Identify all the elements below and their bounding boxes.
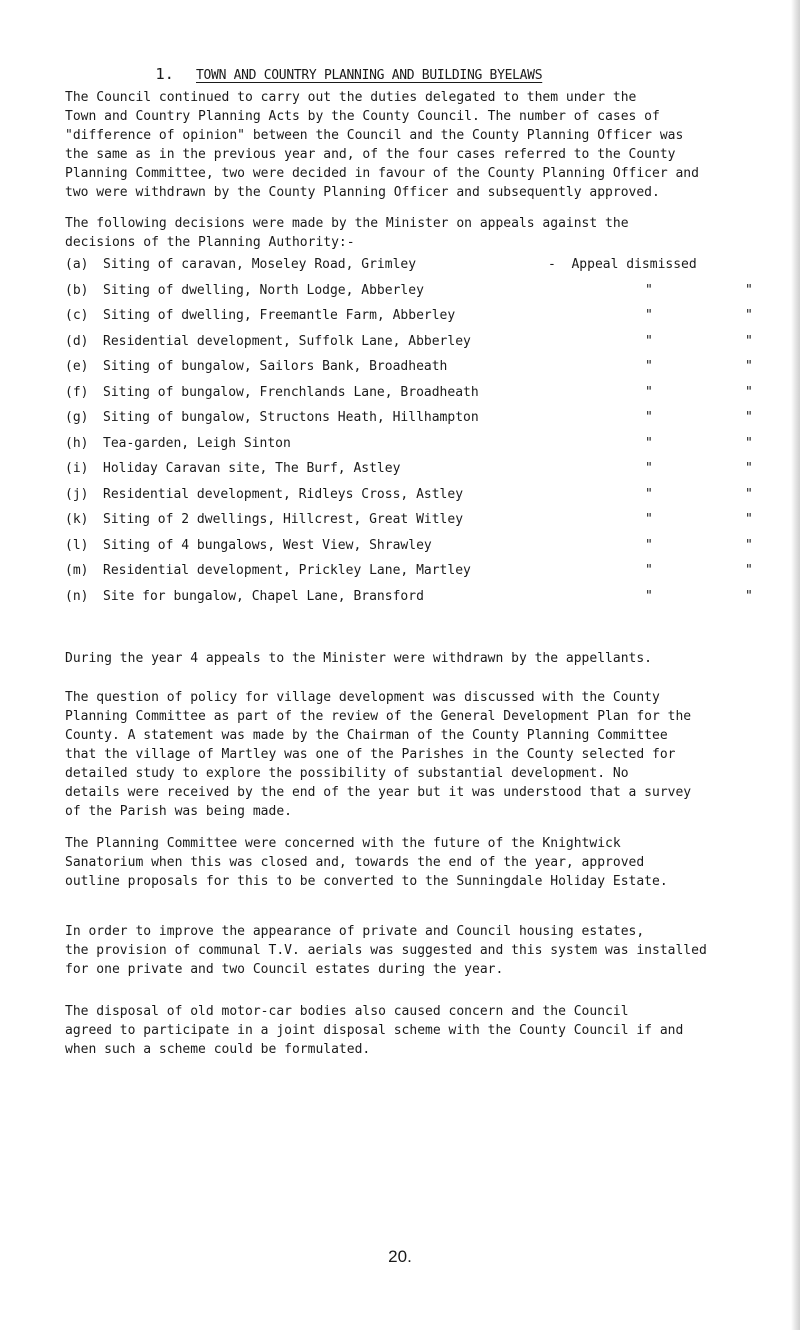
appeal-item [65,587,775,613]
appeal-item [65,510,775,536]
appeal-letter: (e) [65,359,89,374]
appeal-description: Residential development, Suffolk Lane, Abberley [103,333,471,349]
ditto-mark: " [745,282,753,298]
ditto-mark: " [645,435,653,451]
ditto-mark: " [645,410,653,425]
paragraph-knightwick-sanatorium: The Planning Committee were concerned with the future of the Knightwick Sanatorium when this was closed and, towards the end of the year, approved outline proposals for this to be converted to the Sunningdale Holiday Estate. [65,836,668,889]
appeal-item [65,485,775,511]
appeal-description: Siting of dwelling, North Lodge, Abberley [103,282,424,298]
appeal-description: Siting of dwelling, Freemantle Farm, Abberley [103,308,456,323]
paragraph-village-development: The question of policy for village development was discussed with the County Planning Committee as part of the review of the General Development Plan for the County. A statement was made by the Chairman of the County Planning Committee that the village of Martley was one of the Parishes in the County selected for detailed study to explore the possibility of substantial development. No details were received by the end of the year but it was understood that a survey of the Parish was being made. [65,690,692,819]
ditto-mark: " [645,512,653,527]
ditto-mark: " [745,588,753,604]
ditto-mark: " [745,359,753,374]
page-number: 20. [388,1247,412,1266]
appeal-item [65,536,775,562]
appeal-description: Residential development, Ridleys Cross, Astley [103,486,464,502]
appeal-item [65,408,775,434]
appeal-letter: (g) [65,410,89,425]
appeal-description: Siting of 4 bungalows, West View, Shrawley [103,537,432,553]
ditto-mark: " [645,359,653,374]
appeal-letter: (i) [65,461,89,476]
appeal-letter: (h) [65,435,89,451]
ditto-mark: " [645,563,653,578]
appeal-item [65,255,775,281]
ditto-mark: " [645,282,653,298]
ditto-mark: " [745,384,753,400]
section-title: TOWN AND COUNTRY PLANNING AND BUILDING BYELAWS [196,68,543,83]
appeal-letter: (f) [65,384,89,400]
ditto-mark: " [745,333,753,349]
ditto-mark: " [645,588,653,604]
ditto-mark: " [745,512,753,527]
appeal-letter: (j) [65,486,89,502]
appeal-letter: (b) [65,282,89,298]
appeal-outcome: - Appeal dismissed [548,257,697,272]
appeal-letter: (d) [65,333,89,349]
ditto-mark: " [645,384,653,400]
ditto-mark: " [745,461,753,476]
appeal-letter: (n) [65,588,89,604]
appeal-description: Site for bungalow, Chapel Lane, Bransford [103,588,424,604]
ditto-mark: " [645,461,653,476]
paragraph-minister-decisions-intro: The following decisions were made by the Minister on appeals against the decisions of the Planning Authority:- [65,216,629,250]
ditto-mark: " [745,486,753,502]
appeal-description: Siting of 2 dwellings, Hillcrest, Great Witley [103,512,464,527]
appeal-letter: (a) [65,257,89,272]
appeal-description: Siting of bungalow, Frenchlands Lane, Broadheath [103,384,479,400]
appeal-description: Siting of bungalow, Sailors Bank, Broadheath [103,359,448,374]
ditto-mark: " [645,537,653,553]
appeal-description: Tea-garden, Leigh Sinton [103,435,291,451]
ditto-mark: " [645,333,653,349]
ditto-mark: " [745,563,753,578]
ditto-mark: " [745,435,753,451]
appeal-letter: (k) [65,512,89,527]
appeal-description: Siting of caravan, Moseley Road, Grimley [103,257,417,272]
paragraph-tv-aerials: In order to improve the appearance of private and Council housing estates, the provision of communal T.V. aerials was suggested and this system was installed for one private and two Council estates during the year. [65,924,707,977]
section-number: 1. [155,65,174,83]
appeal-item [65,459,775,485]
appeal-description: Holiday Caravan site, The Burf, Astley [103,461,401,476]
appeals-list [65,255,775,612]
ditto-mark: " [745,410,753,425]
ditto-mark: " [645,308,653,323]
appeal-item [65,332,775,358]
appeal-item [65,561,775,587]
appeal-item [65,357,775,383]
appeal-description: Residential development, Prickley Lane, Martley [103,563,471,578]
appeal-item [65,281,775,307]
ditto-mark: " [645,486,653,502]
appeal-description: Siting of bungalow, Structons Heath, Hillhampton [103,410,479,425]
appeal-letter: (c) [65,308,89,323]
ditto-mark: " [745,308,753,323]
ditto-mark: " [745,537,753,553]
appeal-letter: (m) [65,563,89,578]
appeal-item [65,306,775,332]
paragraph-motor-car-disposal: The disposal of old motor-car bodies also caused concern and the Council agreed to participate in a joint disposal scheme with the County Council if and when such a scheme could be formulated. [65,1004,684,1057]
paragraph-withdrawn-appeals: During the year 4 appeals to the Minister were withdrawn by the appellants. [65,651,652,666]
paragraph-delegated-duties: The Council continued to carry out the duties delegated to them under the Town and Country Planning Acts by the County Council. The number of cases of "difference of opinion" between the Council and the County Planning Officer was the same as in the previous year and, of the four cases referred to the County Planning Committee, two were decided in favour of the County Planning Officer and two were withdrawn by the County Planning Officer and subsequently approved. [65,90,699,200]
appeal-item [65,383,775,409]
appeal-item [65,434,775,460]
appeal-letter: (l) [65,537,89,553]
page-edge-shadow [791,0,800,1330]
